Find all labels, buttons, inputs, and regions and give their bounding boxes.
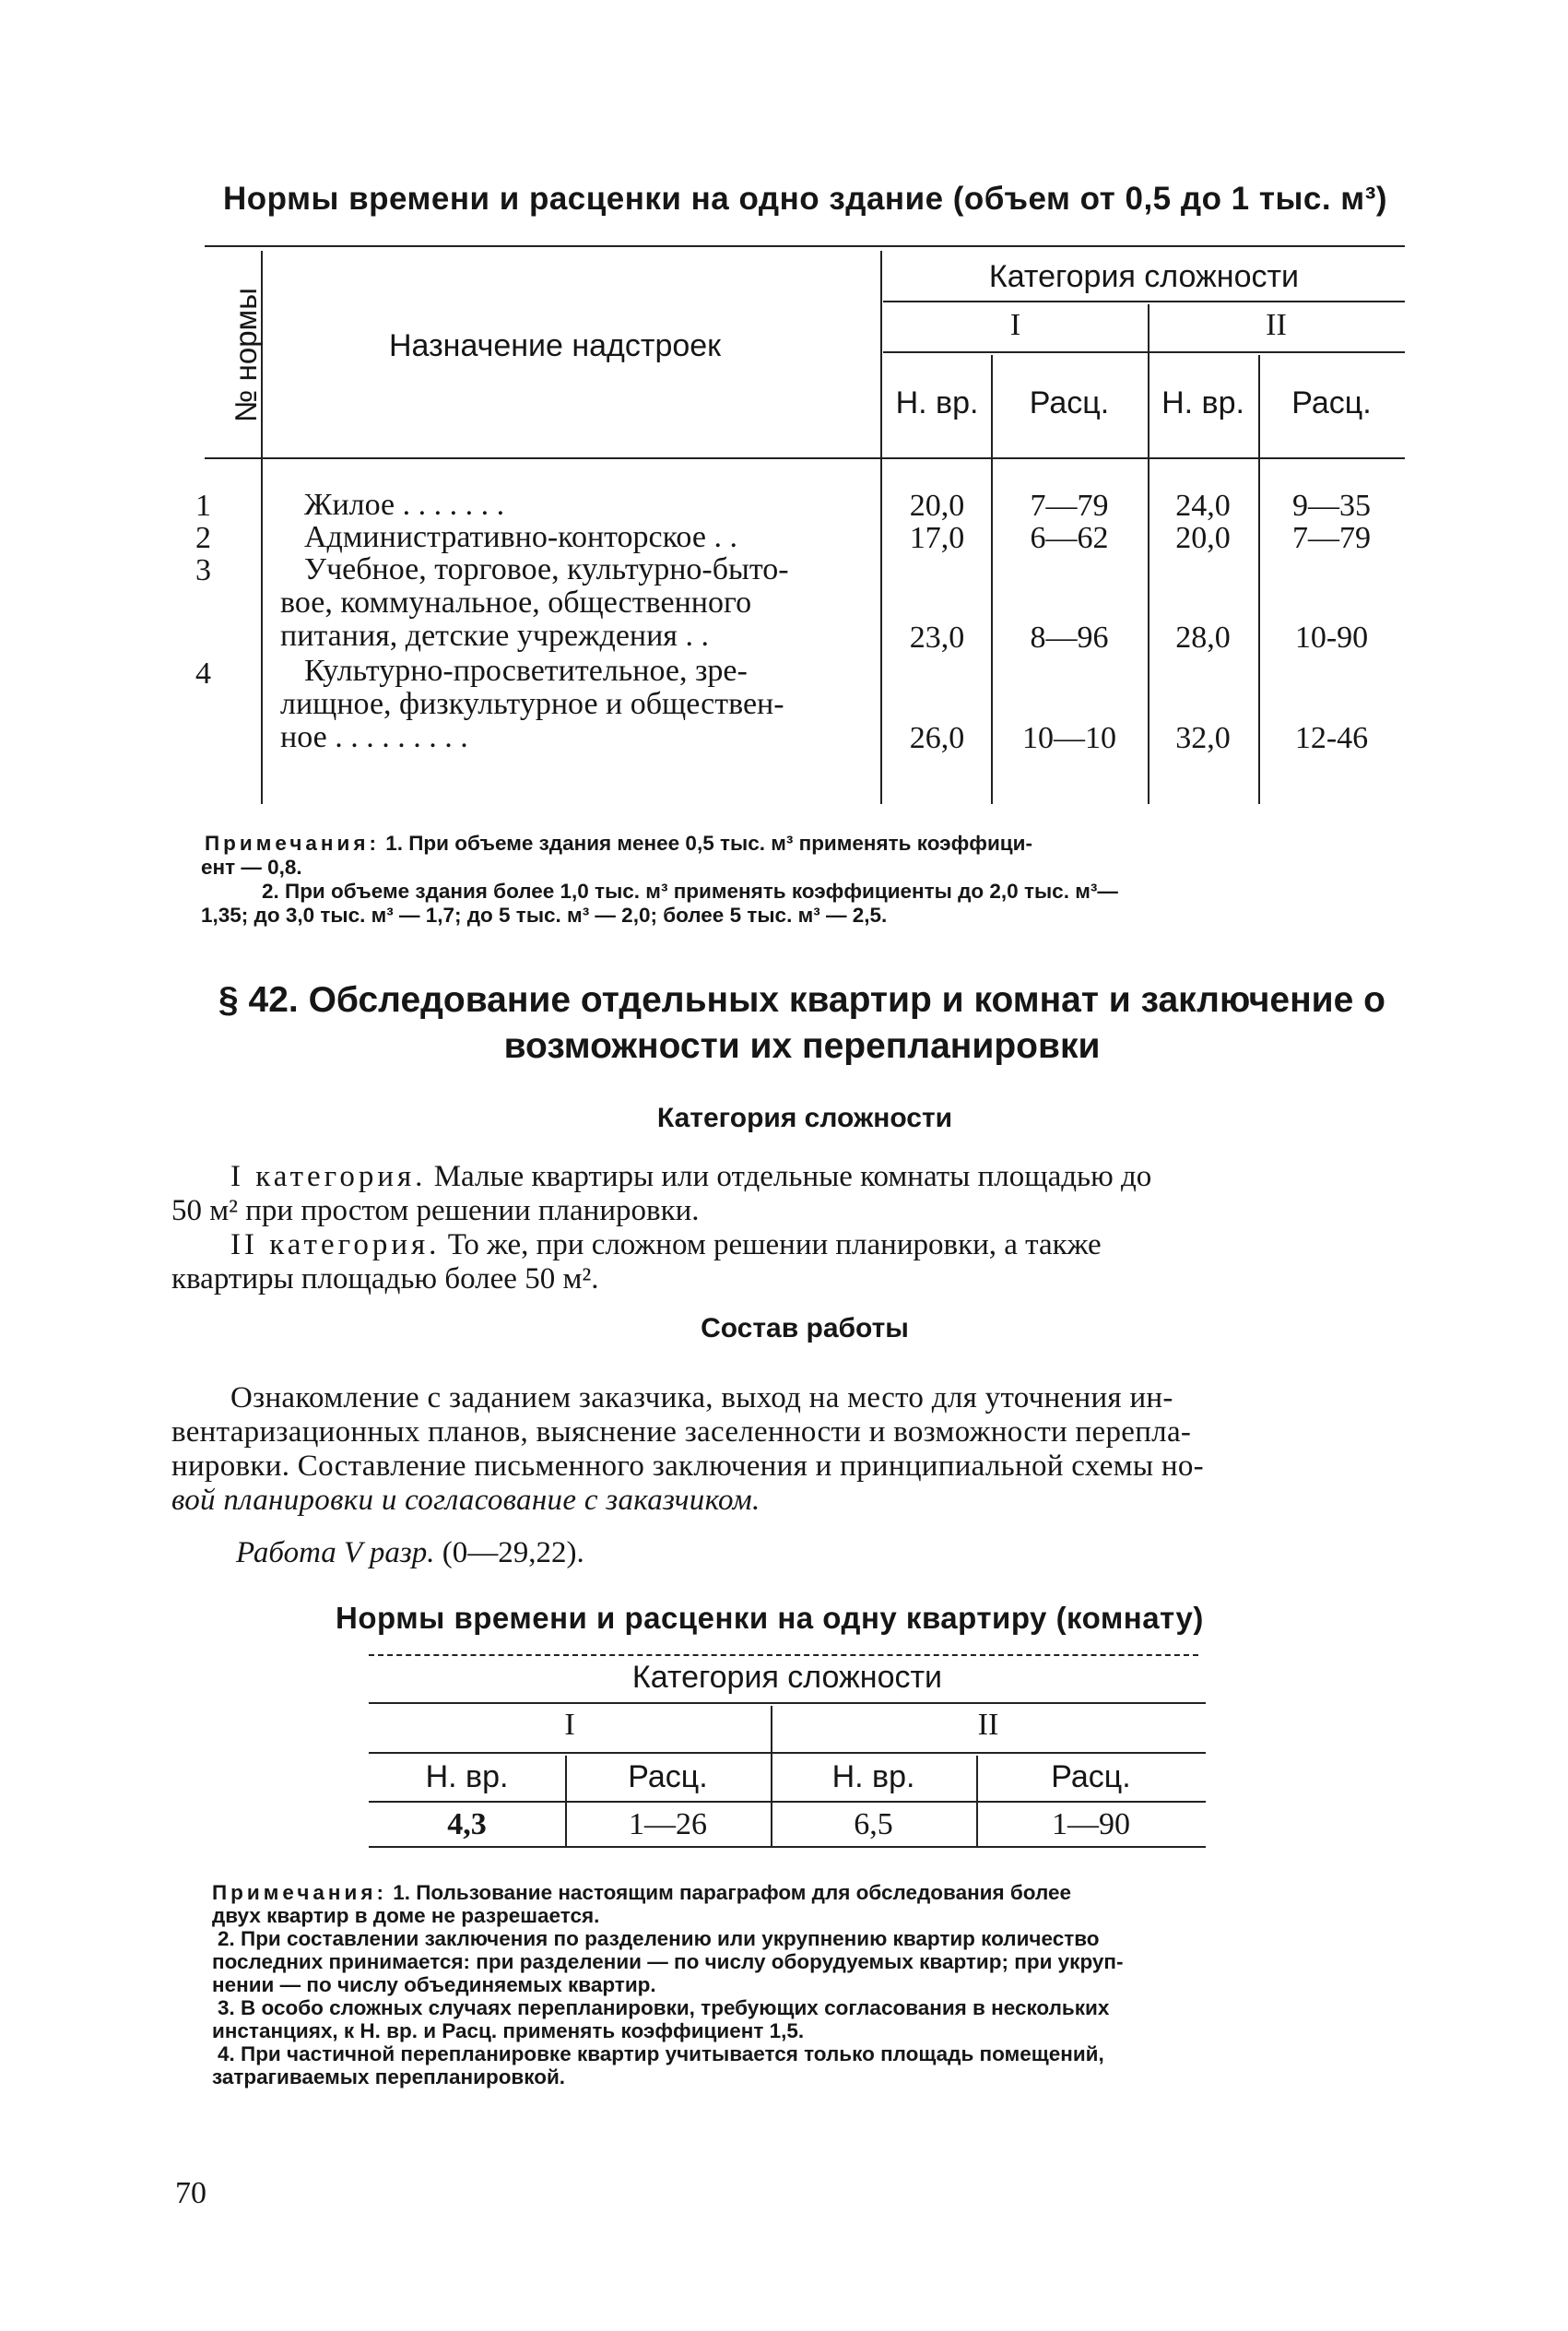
table1-cell-nvr1: 26,0 xyxy=(909,721,965,755)
work-line: вентаризационных планов, выяснение заселенности и возможности перепла- xyxy=(171,1415,1192,1449)
table2-top-rule xyxy=(369,1654,1198,1656)
table1-row-name xyxy=(304,489,876,522)
note-text: 1. Пользование настоящим параграфом для обследования более xyxy=(393,1881,1071,1904)
note-line: затрагиваемых перепланировкой. xyxy=(212,2065,566,2088)
note-line: 2. При объеме здания более 1,0 тыс. м³ применять коэффициенты до 2,0 тыс. м³— xyxy=(262,880,1118,903)
table2-title: Нормы времени и расценки на одну квартиру (комнату) xyxy=(336,1601,1204,1635)
table1-cell-rasc1: 10—10 xyxy=(1022,721,1116,755)
table1-cell-nvr2: 32,0 xyxy=(1175,721,1231,755)
table1-cell-rasc1: 7—79 xyxy=(1030,489,1109,523)
table2-subcat-rule xyxy=(369,1752,1206,1754)
table2-nvr1-header: Н. вр. xyxy=(425,1759,509,1794)
table1-row-name-line: питания, детские учреждения . . xyxy=(280,619,709,653)
table1-row-no: 3 xyxy=(195,553,211,587)
section-heading-line: возможности их перепланировки xyxy=(503,1026,1101,1066)
table1-subcat-rule xyxy=(883,351,1405,353)
category-2-text: То же, при сложном решении планировки, а также xyxy=(440,1228,1102,1261)
table2-cell-rasc2: 1—90 xyxy=(1052,1807,1130,1841)
table2-cat2-header: II xyxy=(977,1708,999,1742)
note-line: последних принимается: при разделении — по числу оборудуемых квартир; при укруп- xyxy=(212,1950,1124,1973)
work-rate-label: Работа V разр. xyxy=(236,1536,435,1569)
note-line xyxy=(212,1881,1410,1904)
work-line: нировки. Составление письменного заключения и принципиальной схемы но- xyxy=(171,1449,1204,1483)
work-rate xyxy=(236,1536,584,1570)
section-heading-line: § 42. Обследование отдельных квартир и комнат и заключение о xyxy=(218,980,1385,1020)
table1-rasc1-header: Расц. xyxy=(1029,385,1110,420)
category-descriptions xyxy=(171,1160,1405,1296)
note-line: 4. При частичной перепланировке квартир учитывается только площадь помещений, xyxy=(218,2042,1104,2065)
note-line: нении — по числу объединяемых квартир. xyxy=(212,1973,656,1996)
table1-nvr1-header: Н. вр. xyxy=(895,385,979,420)
table1-row-name-line: Культурно-просветительное, зре- xyxy=(304,654,748,688)
table1-category-header: Категория сложности xyxy=(988,259,1300,294)
table2-cat1-header: I xyxy=(564,1708,575,1742)
table2-bottom-rule xyxy=(369,1846,1206,1848)
note-line: 2. При составлении заключения по разделению или укрупнению квартир количество xyxy=(218,1927,1100,1950)
page-number: 70 xyxy=(175,2176,206,2210)
note-line: инстанциях, к Н. вр. и Расц. применять коэффициент 1,5. xyxy=(212,2019,805,2042)
table2-cell-rasc1: 1—26 xyxy=(629,1807,707,1841)
table2-cell-nvr1: 4,3 xyxy=(447,1807,487,1841)
category-1-line xyxy=(171,1160,1405,1194)
table1-cell-nvr2: 20,0 xyxy=(1175,521,1231,555)
table1-row-name-line: Жилое . . . . . . . xyxy=(304,488,505,522)
work-line: Ознакомление с заданием заказчика, выход на место для уточнения ин- xyxy=(230,1381,1173,1414)
note-line: ент — 0,8. xyxy=(201,856,302,879)
table1-header-bottom-rule xyxy=(205,457,1405,459)
table1-row-no: 1 xyxy=(195,489,211,523)
note-line: 1,35; до 3,0 тыс. м³ — 1,7; до 5 тыс. м³ — 2,0; более 5 тыс. м³ — 2,5. xyxy=(201,904,888,927)
category-2-line xyxy=(171,1228,1405,1262)
table1-cat2-header: II xyxy=(1266,308,1287,342)
subheading-category: Категория сложности xyxy=(656,1103,953,1133)
table1-row-name-line: Учебное, торговое, культурно-быто- xyxy=(304,552,789,586)
table1-cell-rasc2: 10-90 xyxy=(1294,621,1369,655)
table2-nvr2-header: Н. вр. xyxy=(831,1759,915,1794)
note-line xyxy=(205,832,1405,856)
table1-cell-rasc1: 6—62 xyxy=(1030,521,1109,555)
table1-cell-nvr1: 17,0 xyxy=(909,521,965,555)
category-1-label: I категория. xyxy=(230,1160,427,1193)
table1-row-no: 4 xyxy=(195,657,211,691)
work-rate-value: (0—29,22). xyxy=(434,1536,584,1569)
table1-row-no: 2 xyxy=(195,521,211,555)
table1-nvr2-header: Н. вр. xyxy=(1161,385,1244,420)
table1-row-name xyxy=(304,521,876,554)
table1-cell-rasc2: 12-46 xyxy=(1294,721,1369,755)
table1-cell-rasc2: 7—79 xyxy=(1292,521,1371,555)
table1-row-name-line: вое, коммунальное, общественного xyxy=(280,586,752,620)
table1-cell-rasc2: 9—35 xyxy=(1292,489,1371,523)
table1-cat-rule xyxy=(883,301,1405,302)
note-text: 1. При объеме здания менее 0,5 тыс. м³ применять коэффици- xyxy=(385,832,1032,855)
table1-vrule-name xyxy=(880,251,882,804)
table1-cell-nvr1: 20,0 xyxy=(909,489,965,523)
table1-row-name-line: ное . . . . . . . . . xyxy=(280,720,468,754)
notes-label: Примечания: xyxy=(205,832,380,855)
table1-row-name-line: лищное, физкультурное и обществен- xyxy=(280,687,784,721)
table1-cat1-header: I xyxy=(1009,308,1021,342)
category-1-line: 50 м² при простом решении планировки. xyxy=(171,1194,700,1227)
category-1-text: Малые квартиры или отдельные комнаты площадью до xyxy=(426,1160,1152,1193)
category-2-label: II категория. xyxy=(230,1228,441,1261)
category-2-line: квартиры площадью более 50 м². xyxy=(171,1262,599,1296)
table2-cell-nvr2: 6,5 xyxy=(854,1807,893,1841)
table1-cell-nvr2: 24,0 xyxy=(1175,489,1231,523)
subheading-work: Состав работы xyxy=(701,1313,909,1343)
table2-notes xyxy=(212,1881,1410,2088)
table1-title: Нормы времени и расценки на одно здание (объем от 0,5 до 1 тыс. м³) xyxy=(223,181,1388,217)
table1-row-name xyxy=(280,552,876,653)
table1-cell-nvr1: 23,0 xyxy=(909,621,965,655)
table1-cell-rasc1: 8—96 xyxy=(1030,621,1109,655)
table1-col-name-header: Назначение надстроек xyxy=(389,328,722,363)
table1-row-name-line: Административно-конторское . . xyxy=(304,520,737,554)
note-line: двух квартир в доме не разрешается. xyxy=(212,1904,600,1927)
notes-label: Примечания: xyxy=(212,1881,387,1904)
table1-row-name xyxy=(280,654,876,754)
table2-category-header: Категория сложности xyxy=(631,1660,943,1695)
table2-header-bottom-rule xyxy=(369,1801,1206,1803)
work-description xyxy=(171,1381,1405,1518)
table2-cat-rule xyxy=(369,1702,1206,1704)
table2-rasc2-header: Расц. xyxy=(1051,1759,1131,1794)
section-heading xyxy=(175,977,1429,1070)
table1-top-rule xyxy=(205,245,1405,247)
table1-notes xyxy=(201,832,1405,928)
table1-col-no-header: № нормы xyxy=(229,288,263,422)
table2-rasc1-header: Расц. xyxy=(628,1759,708,1794)
note-line: 3. В особо сложных случаях перепланировки, требующих согласования в нескольких xyxy=(218,1996,1110,2019)
table1-cell-nvr2: 28,0 xyxy=(1175,621,1231,655)
table1-rasc2-header: Расц. xyxy=(1291,385,1372,420)
work-line: вой планировки и согласование с заказчиком. xyxy=(171,1484,760,1517)
